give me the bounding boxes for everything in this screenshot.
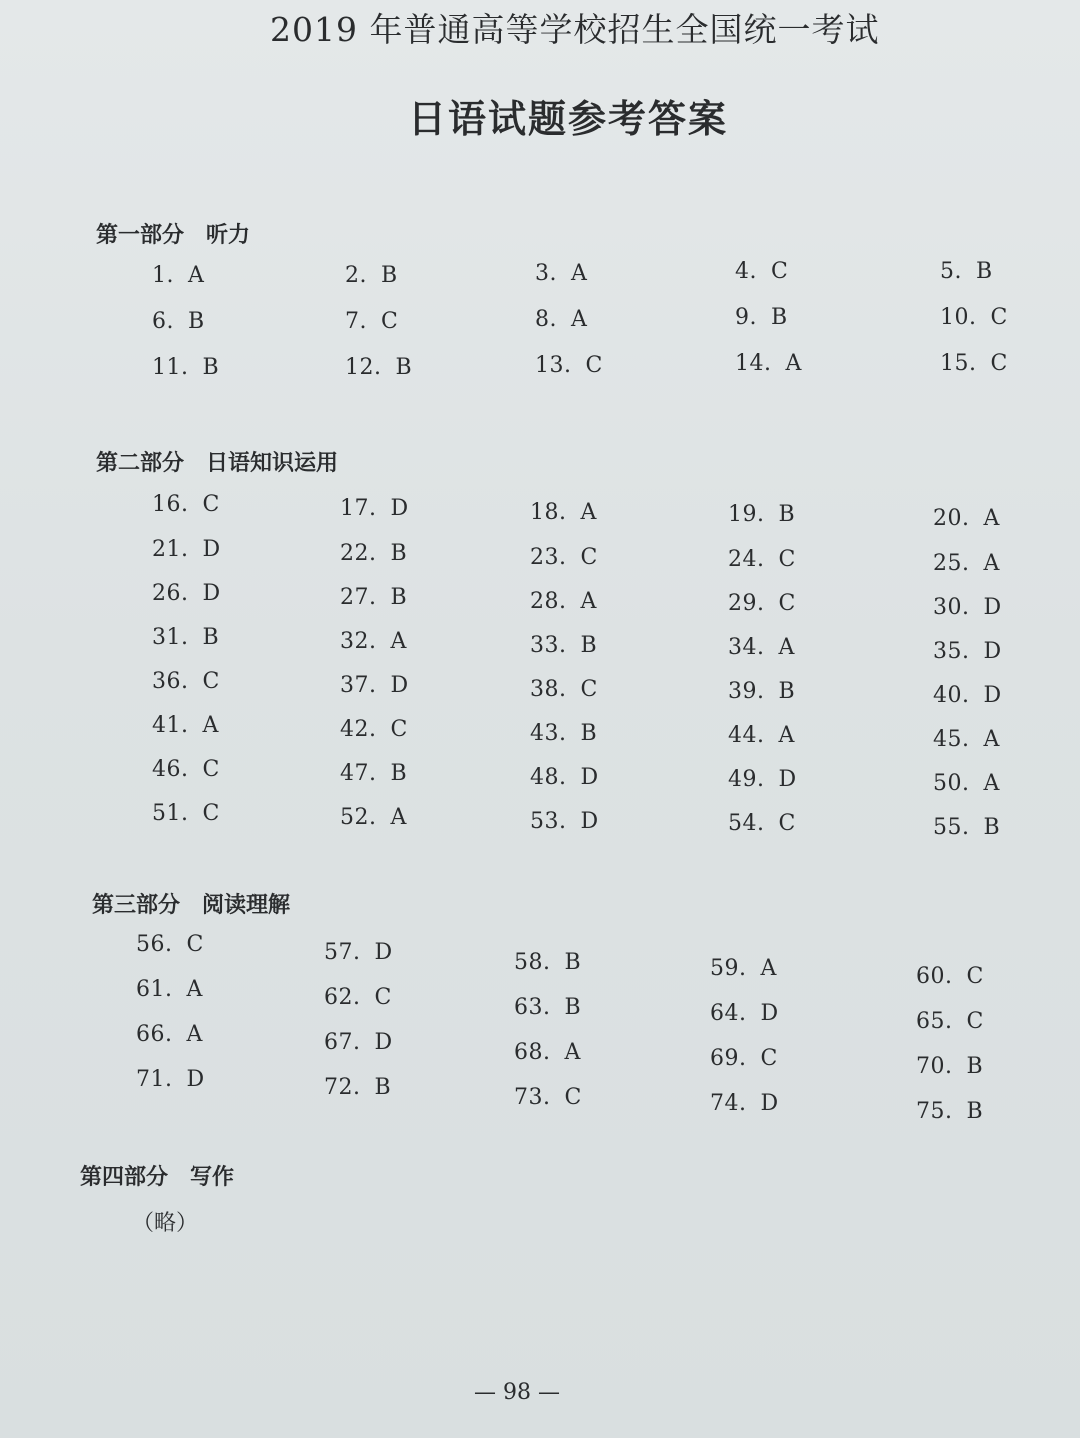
answer-letter: C	[760, 1046, 778, 1071]
answer-item	[340, 496, 409, 521]
answer-item	[710, 1046, 778, 1071]
answer-item	[916, 1099, 983, 1124]
question-number: 25.	[933, 551, 970, 576]
answer-letter: A	[983, 551, 1000, 576]
question-number: 30.	[933, 595, 970, 620]
answer-item	[735, 305, 788, 330]
question-number: 55.	[933, 815, 970, 840]
question-number: 12.	[345, 355, 382, 380]
answer-item	[152, 713, 219, 738]
answer-letter: D	[202, 537, 221, 562]
answer-letter: C	[202, 757, 220, 782]
answer-item	[324, 1030, 393, 1055]
answer-item	[514, 1085, 582, 1110]
answer-item	[324, 985, 392, 1010]
answer-item	[324, 940, 393, 965]
question-number: 70.	[916, 1054, 953, 1079]
question-number: 68.	[514, 1040, 551, 1065]
answer-letter: B	[976, 259, 993, 284]
answer-item	[152, 625, 219, 650]
question-number: 18.	[530, 500, 567, 525]
question-number: 44.	[728, 723, 765, 748]
answer-item	[514, 950, 581, 975]
answer-letter: C	[778, 811, 796, 836]
answer-letter: A	[390, 805, 407, 830]
answer-letter: C	[390, 717, 408, 742]
answer-item	[940, 305, 1008, 330]
answer-letter: B	[580, 633, 598, 658]
answer-letter: D	[983, 639, 1002, 664]
answer-letter: A	[571, 261, 588, 286]
answer-item	[136, 977, 203, 1002]
answer-letter: A	[186, 977, 203, 1002]
answer-item	[933, 595, 1002, 620]
answer-item	[136, 1022, 203, 1047]
question-number: 61.	[136, 977, 173, 1002]
answer-letter: B	[188, 309, 205, 334]
question-number: 62.	[324, 985, 361, 1010]
question-number: 46.	[152, 757, 189, 782]
answer-letter: D	[983, 595, 1002, 620]
answer-item	[728, 811, 796, 836]
question-number: 63.	[514, 995, 551, 1020]
answer-letter: C	[778, 591, 796, 616]
answer-item	[728, 723, 795, 748]
answer-item	[735, 259, 788, 284]
question-number: 27.	[340, 585, 377, 610]
answer-letter: B	[983, 815, 1001, 840]
answer-item	[710, 1001, 779, 1026]
answer-letter: A	[983, 771, 1000, 796]
answer-item	[530, 589, 597, 614]
answer-letter: A	[564, 1040, 581, 1065]
question-number: 64.	[710, 1001, 747, 1026]
answer-letter: A	[571, 307, 588, 332]
answer-letter: A	[186, 1022, 203, 1047]
question-number: 2.	[345, 263, 367, 288]
answer-item	[530, 633, 597, 658]
question-number: 67.	[324, 1030, 361, 1055]
answer-item	[710, 1091, 779, 1116]
answer-letter: A	[983, 727, 1000, 752]
answer-letter: C	[778, 547, 796, 572]
answer-letter: A	[580, 500, 597, 525]
question-number: 22.	[340, 541, 377, 566]
answer-letter: D	[760, 1001, 779, 1026]
answer-item	[728, 679, 795, 704]
answer-item	[340, 541, 407, 566]
answer-item	[530, 721, 597, 746]
question-number: 34.	[728, 635, 765, 660]
question-number: 58.	[514, 950, 551, 975]
answer-item	[530, 809, 599, 834]
answer-letter: B	[395, 355, 413, 380]
answer-letter: B	[966, 1054, 984, 1079]
answer-letter: A	[778, 723, 795, 748]
question-number: 15.	[940, 351, 977, 376]
answer-item	[933, 506, 1000, 531]
question-number: 33.	[530, 633, 567, 658]
answer-item	[152, 757, 220, 782]
question-number: 31.	[152, 625, 189, 650]
question-number: 28.	[530, 589, 567, 614]
section-name-label: 写作	[190, 1165, 235, 1190]
section-heading-reading	[92, 888, 290, 919]
answer-letter: B	[966, 1099, 984, 1124]
answer-letter: A	[778, 635, 795, 660]
question-number: 8.	[535, 307, 557, 332]
answer-item	[728, 502, 795, 527]
question-number: 29.	[728, 591, 765, 616]
question-number: 48.	[530, 765, 567, 790]
question-number: 16.	[152, 492, 189, 517]
answer-letter: C	[585, 353, 603, 378]
question-number: 56.	[136, 932, 173, 957]
question-number: 45.	[933, 727, 970, 752]
exam-title: 2019 年普通高等学校招生全国统一考试	[270, 10, 880, 49]
answer-letter: C	[564, 1085, 582, 1110]
answer-item	[345, 355, 412, 380]
question-number: 41.	[152, 713, 189, 738]
answer-letter: C	[580, 677, 598, 702]
answer-item	[728, 591, 796, 616]
answer-item	[514, 995, 581, 1020]
answer-item	[136, 1067, 205, 1092]
question-number: 65.	[916, 1009, 953, 1034]
answer-item	[530, 545, 598, 570]
question-number: 42.	[340, 717, 377, 742]
section-part-label: 第二部分	[96, 451, 185, 476]
question-number: 71.	[136, 1067, 173, 1092]
question-number: 66.	[136, 1022, 173, 1047]
question-number: 1.	[152, 263, 174, 288]
question-number: 10.	[940, 305, 977, 330]
answer-letter: A	[202, 713, 219, 738]
question-number: 72.	[324, 1075, 361, 1100]
answer-item	[916, 1054, 983, 1079]
answer-item	[340, 673, 409, 698]
section-name-label: 听力	[206, 223, 251, 248]
question-number: 20.	[933, 506, 970, 531]
section-name-label: 日语知识运用	[206, 451, 339, 476]
answer-letter: C	[990, 305, 1008, 330]
answer-letter: B	[202, 355, 220, 380]
question-number: 57.	[324, 940, 361, 965]
question-number: 23.	[530, 545, 567, 570]
answer-letter: C	[771, 259, 789, 284]
answer-letter: B	[771, 305, 788, 330]
section-part-label: 第三部分	[92, 893, 181, 918]
question-number: 37.	[340, 673, 377, 698]
answer-letter: C	[374, 985, 392, 1010]
answer-letter: D	[374, 940, 393, 965]
answer-item	[530, 765, 599, 790]
question-number: 52.	[340, 805, 377, 830]
section-heading-listening	[96, 218, 250, 249]
answer-item	[152, 537, 221, 562]
question-number: 47.	[340, 761, 377, 786]
answer-letter: B	[374, 1075, 392, 1100]
answer-letter: A	[390, 629, 407, 654]
question-number: 51.	[152, 801, 189, 826]
answer-item	[728, 635, 795, 660]
question-number: 17.	[340, 496, 377, 521]
answer-letter: B	[778, 679, 796, 704]
answer-letter: C	[186, 932, 204, 957]
question-number: 11.	[152, 355, 189, 380]
question-number: 69.	[710, 1046, 747, 1071]
answer-letter: C	[202, 669, 220, 694]
question-number: 53.	[530, 809, 567, 834]
answer-letter: B	[564, 950, 582, 975]
answer-item	[152, 355, 219, 380]
question-number: 38.	[530, 677, 567, 702]
answer-item	[933, 771, 1000, 796]
answer-item	[340, 805, 407, 830]
question-number: 9.	[735, 305, 757, 330]
answer-item	[340, 585, 407, 610]
answer-item	[535, 261, 587, 286]
answer-item	[940, 351, 1008, 376]
section-heading-language-usage	[96, 446, 338, 477]
question-number: 7.	[345, 309, 367, 334]
answer-item	[535, 307, 587, 332]
question-number: 3.	[535, 261, 557, 286]
answer-letter: A	[785, 351, 802, 376]
section-part-label: 第四部分	[80, 1165, 169, 1190]
answer-item	[152, 669, 220, 694]
answer-letter: B	[564, 995, 582, 1020]
question-number: 75.	[916, 1099, 953, 1124]
question-number: 26.	[152, 581, 189, 606]
answer-item	[933, 683, 1002, 708]
answer-letter: C	[580, 545, 598, 570]
question-number: 74.	[710, 1091, 747, 1116]
question-number: 21.	[152, 537, 189, 562]
answer-letter: D	[983, 683, 1002, 708]
answer-item	[940, 259, 993, 284]
answer-letter: C	[966, 1009, 984, 1034]
answer-item	[710, 956, 777, 981]
answer-letter: D	[390, 673, 409, 698]
answer-item	[728, 547, 796, 572]
answer-letter: C	[202, 492, 220, 517]
section-name-label: 阅读理解	[202, 893, 291, 918]
answer-letter: C	[990, 351, 1008, 376]
question-number: 59.	[710, 956, 747, 981]
answer-item	[136, 932, 204, 957]
answer-letter: D	[202, 581, 221, 606]
answer-item	[152, 263, 204, 288]
answer-item	[728, 767, 797, 792]
answer-letter: A	[983, 506, 1000, 531]
answer-letter: D	[186, 1067, 205, 1092]
answer-item	[735, 351, 802, 376]
answer-item	[933, 727, 1000, 752]
answer-key-title: 日语试题参考答案	[408, 96, 729, 141]
question-number: 5.	[940, 259, 962, 284]
question-number: 54.	[728, 811, 765, 836]
answer-letter: B	[202, 625, 220, 650]
question-number: 6.	[152, 309, 174, 334]
answer-item	[345, 263, 398, 288]
answer-item	[933, 815, 1000, 840]
answer-letter: D	[760, 1091, 779, 1116]
answer-letter: A	[580, 589, 597, 614]
question-number: 43.	[530, 721, 567, 746]
question-number: 49.	[728, 767, 765, 792]
answer-item	[530, 677, 598, 702]
answer-letter: C	[966, 964, 984, 989]
question-number: 19.	[728, 502, 765, 527]
answer-letter: A	[188, 263, 205, 288]
question-number: 40.	[933, 683, 970, 708]
question-number: 32.	[340, 629, 377, 654]
answer-letter: D	[580, 765, 599, 790]
answer-item	[340, 717, 408, 742]
answer-item	[152, 492, 220, 517]
answer-item	[324, 1075, 391, 1100]
answer-item	[916, 1009, 984, 1034]
section-part-label: 第一部分	[96, 223, 185, 248]
answer-letter: B	[381, 263, 398, 288]
answer-item	[530, 500, 597, 525]
answer-item	[340, 629, 407, 654]
answer-item	[345, 309, 398, 334]
answer-letter: C	[381, 309, 399, 334]
answer-item	[933, 639, 1002, 664]
answer-letter: B	[390, 585, 408, 610]
question-number: 36.	[152, 669, 189, 694]
writing-omitted-note: （略）	[132, 1211, 199, 1236]
answer-letter: B	[580, 721, 598, 746]
answer-item	[916, 964, 984, 989]
answer-letter: D	[374, 1030, 393, 1055]
answer-letter: B	[778, 502, 796, 527]
answer-letter: D	[778, 767, 797, 792]
answer-item	[152, 309, 205, 334]
question-number: 13.	[535, 353, 572, 378]
answer-letter: B	[390, 541, 408, 566]
answer-item	[152, 801, 220, 826]
question-number: 4.	[735, 259, 757, 284]
question-number: 24.	[728, 547, 765, 572]
page-number: — 98 —	[474, 1380, 560, 1405]
answer-item	[514, 1040, 581, 1065]
answer-letter: D	[580, 809, 599, 834]
question-number: 35.	[933, 639, 970, 664]
section-heading-writing	[80, 1160, 234, 1191]
question-number: 50.	[933, 771, 970, 796]
answer-letter: B	[390, 761, 408, 786]
question-number: 14.	[735, 351, 772, 376]
question-number: 60.	[916, 964, 953, 989]
answer-item	[535, 353, 603, 378]
answer-letter: D	[390, 496, 409, 521]
answer-item	[152, 581, 221, 606]
answer-item	[933, 551, 1000, 576]
answer-item	[340, 761, 407, 786]
question-number: 39.	[728, 679, 765, 704]
question-number: 73.	[514, 1085, 551, 1110]
answer-letter: C	[202, 801, 220, 826]
answer-letter: A	[760, 956, 777, 981]
